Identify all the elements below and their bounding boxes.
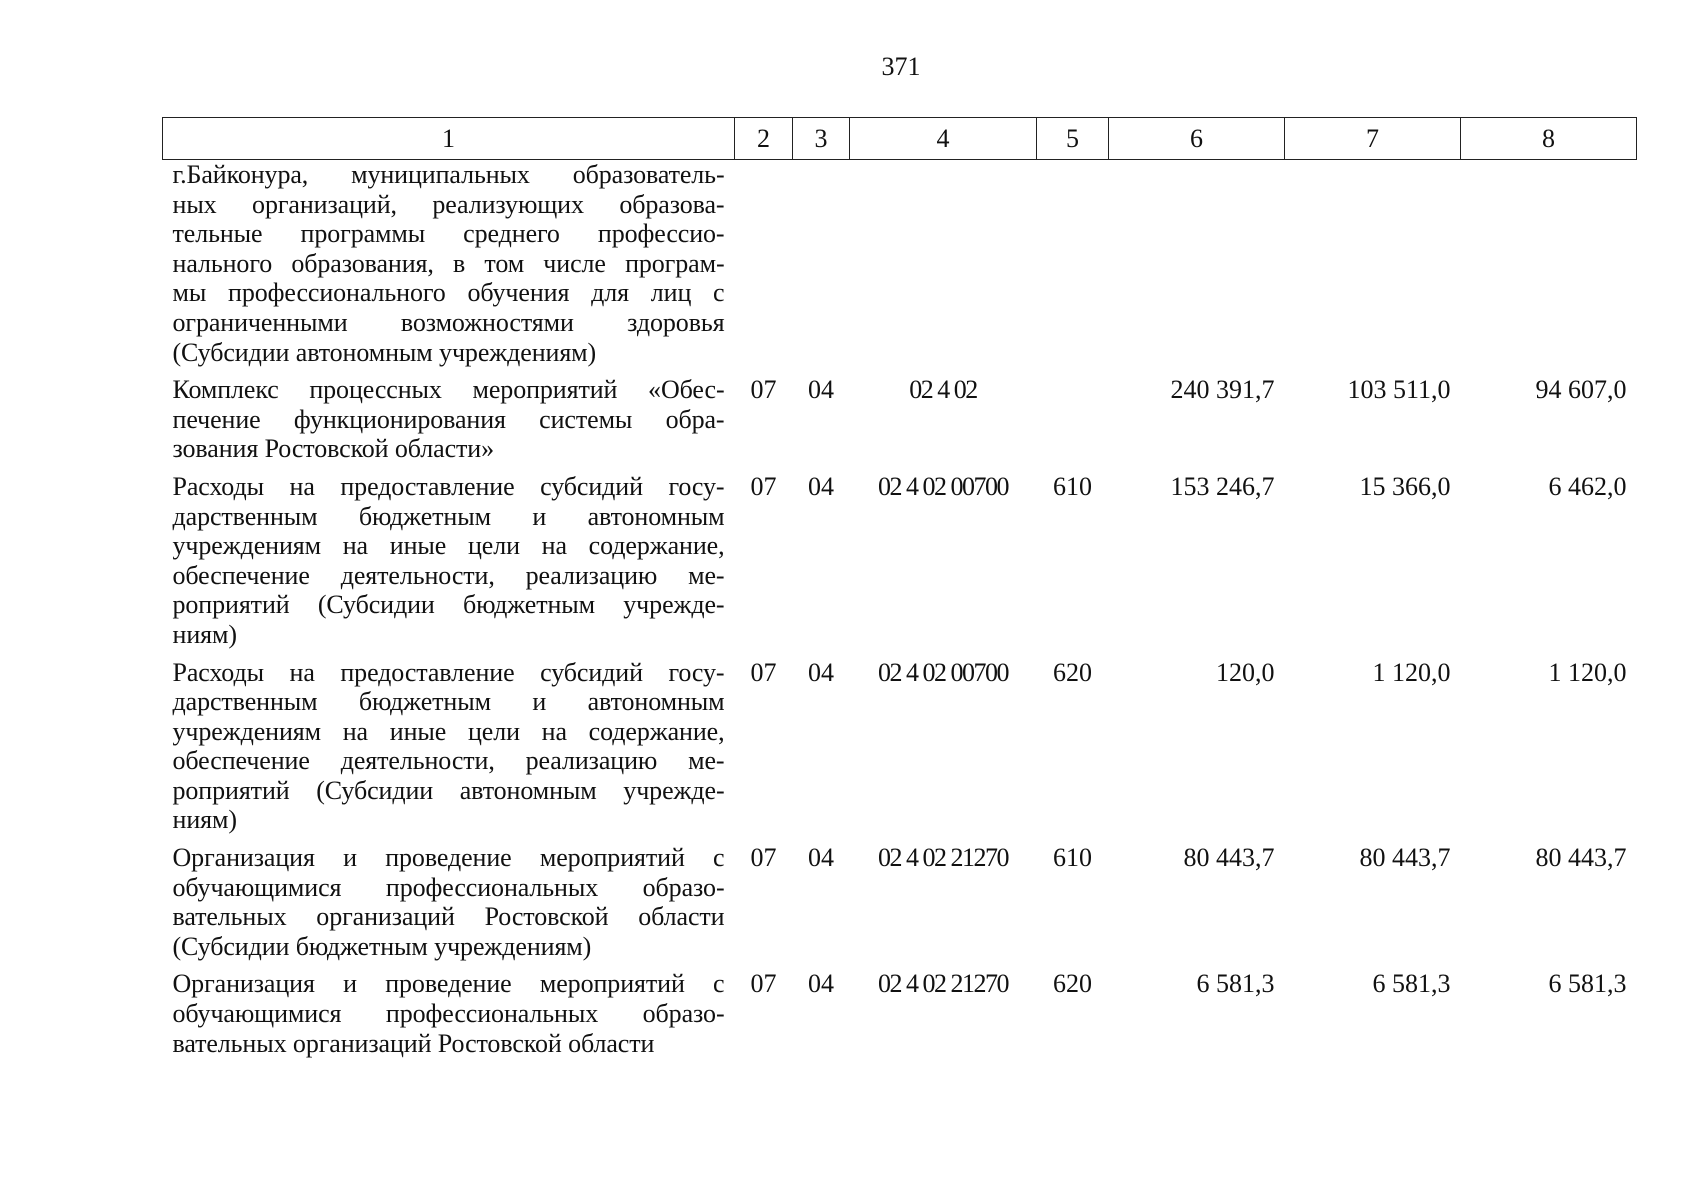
cell-amount-1: 153 246,7 xyxy=(1170,471,1275,501)
cell-subsection: 04 xyxy=(808,375,834,405)
cell-description xyxy=(163,472,735,658)
column-header-6: 6 xyxy=(1109,118,1285,160)
cell-amount-1: 80 443,7 xyxy=(1183,843,1275,873)
cell-target-code: 02 4 02 21270 xyxy=(878,969,1008,999)
cell-expense-type: 620 xyxy=(1053,657,1092,687)
cell-amount-3 xyxy=(1461,160,1637,376)
description-line: печение функционирования системы обра- xyxy=(172,404,725,434)
column-header-2: 2 xyxy=(735,118,793,160)
cell-amount-2: 1 120,0 xyxy=(1372,657,1451,687)
description-line: ограниченными возможностями здоровья xyxy=(172,307,725,337)
description-line: роприятий (Субсидии бюджетным учрежде- xyxy=(172,590,725,620)
cell-description xyxy=(163,160,735,376)
column-header-5: 5 xyxy=(1037,118,1109,160)
description-line: г.Байконура, муниципальных образователь- xyxy=(172,160,725,189)
description-line: ниям) xyxy=(172,805,237,835)
description-line: ных организаций, реализующих образова- xyxy=(172,189,725,219)
cell-amount-1: 240 391,7 xyxy=(1170,375,1275,405)
description-line: ниям) xyxy=(172,619,237,649)
cell-amount-3: 6 581,3 xyxy=(1548,969,1627,999)
cell-amount-2: 80 443,7 xyxy=(1359,843,1451,873)
description-line: нального образования, в том числе програм- xyxy=(172,248,725,278)
cell-expense-type xyxy=(1037,375,1109,472)
description-line: (Субсидии автономным учреждениям) xyxy=(172,337,597,367)
budget-table xyxy=(162,117,1637,1066)
table-header-row xyxy=(163,118,1637,160)
description-line: обучающимися профессиональных образо- xyxy=(172,999,725,1029)
description-line: Организация и проведение мероприятий с xyxy=(172,843,725,873)
description-line: дарственным бюджетным и автономным xyxy=(172,501,725,531)
cell-subsection xyxy=(793,160,850,376)
description-line: учреждениям на иные цели на содержание, xyxy=(172,531,725,561)
column-header-7: 7 xyxy=(1285,118,1461,160)
table-row xyxy=(163,375,1637,472)
table-row xyxy=(163,843,1637,969)
description-line: тельные программы среднего профессио- xyxy=(172,219,725,249)
description-line: вательных организаций Ростовской области xyxy=(172,1028,655,1058)
cell-target-code: 02 4 02 21270 xyxy=(878,843,1008,873)
cell-target-code xyxy=(850,160,1037,376)
cell-subsection: 04 xyxy=(808,969,834,999)
cell-amount-3: 6 462,0 xyxy=(1548,471,1627,501)
description-line: Организация и проведение мероприятий с xyxy=(172,969,725,999)
cell-expense-type: 620 xyxy=(1053,969,1092,999)
cell-amount-2: 103 511,0 xyxy=(1347,375,1451,405)
cell-section: 07 xyxy=(750,969,777,999)
cell-section: 07 xyxy=(750,471,777,501)
cell-expense-type: 610 xyxy=(1053,471,1092,501)
column-header-1: 1 xyxy=(163,118,735,160)
description-line: вательных организаций Ростовской области xyxy=(172,902,725,932)
cell-description xyxy=(163,658,735,844)
cell-section: 07 xyxy=(750,657,777,687)
description-line: мы профессионального обучения для лиц с xyxy=(172,278,725,308)
cell-description xyxy=(163,969,735,1066)
cell-amount-1 xyxy=(1109,160,1285,376)
description-line: (Субсидии бюджетным учреждениям) xyxy=(172,931,592,961)
column-header-8: 8 xyxy=(1461,118,1637,160)
description-line: зования Ростовской области» xyxy=(172,434,495,464)
description-line: учреждениям на иные цели на содержание, xyxy=(172,716,725,746)
cell-description xyxy=(163,375,735,472)
table-row xyxy=(163,472,1637,658)
cell-expense-type: 610 xyxy=(1053,843,1092,873)
description-line: обеспечение деятельности, реализацию ме- xyxy=(172,560,725,590)
cell-section xyxy=(735,160,793,376)
cell-amount-3: 94 607,0 xyxy=(1535,375,1627,405)
description-line: дарственным бюджетным и автономным xyxy=(172,687,725,717)
cell-amount-2: 6 581,3 xyxy=(1372,969,1451,999)
cell-amount-1: 6 581,3 xyxy=(1196,969,1275,999)
cell-subsection: 04 xyxy=(808,471,834,501)
description-line: Расходы на предоставление субсидий госу- xyxy=(172,657,725,687)
cell-target-code: 02 4 02 00700 xyxy=(878,657,1008,687)
description-line: роприятий (Субсидии автономным учрежде- xyxy=(172,775,725,805)
page-number: 371 xyxy=(881,52,921,81)
cell-section: 07 xyxy=(750,375,777,405)
table-row xyxy=(163,160,1637,376)
column-header-3: 3 xyxy=(793,118,850,160)
cell-amount-2: 15 366,0 xyxy=(1359,471,1451,501)
cell-subsection: 04 xyxy=(808,843,834,873)
cell-target-code: 02 4 02 00700 xyxy=(878,471,1008,501)
description-line: обучающимися профессиональных образо- xyxy=(172,872,725,902)
cell-section: 07 xyxy=(750,843,777,873)
column-header-4: 4 xyxy=(850,118,1037,160)
table-row xyxy=(163,969,1637,1066)
cell-expense-type xyxy=(1037,160,1109,376)
cell-target-code: 02 4 02 xyxy=(909,375,977,405)
cell-subsection: 04 xyxy=(808,657,834,687)
description-line: обеспечение деятельности, реализацию ме- xyxy=(172,746,725,776)
description-line: Комплекс процессных мероприятий «Обес- xyxy=(172,375,725,405)
description-line: Расходы на предоставление субсидий госу- xyxy=(172,471,725,501)
cell-amount-3: 80 443,7 xyxy=(1535,843,1627,873)
table-body xyxy=(163,160,1637,1067)
cell-amount-1: 120,0 xyxy=(1216,657,1275,687)
table-row xyxy=(163,658,1637,844)
cell-description xyxy=(163,843,735,969)
cell-amount-3: 1 120,0 xyxy=(1548,657,1627,687)
cell-amount-2 xyxy=(1285,160,1461,376)
